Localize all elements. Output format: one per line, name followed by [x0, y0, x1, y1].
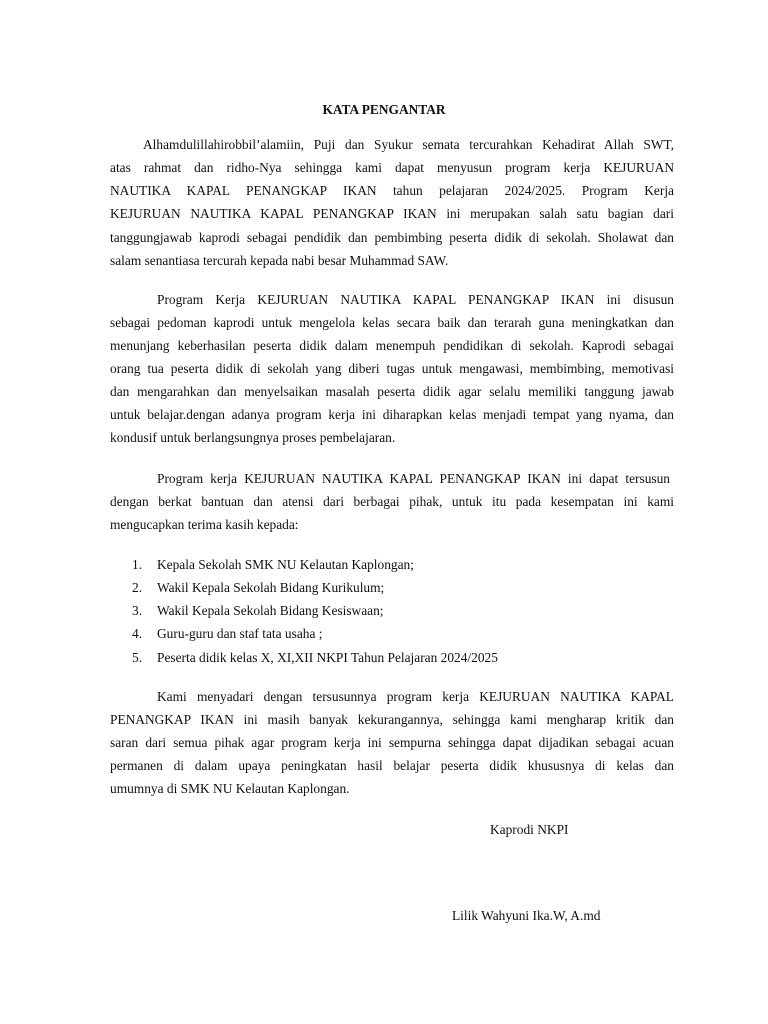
paragraph-line: sebagai pedoman kaprodi untuk mengelola kelas secara baik dan terarah guna meningkatkan dan [110, 315, 674, 330]
list-item: Kepala Sekolah SMK NU Kelautan Kaplongan; [157, 557, 414, 572]
paragraph-line: mengucapkan terima kasih kepada: [110, 517, 299, 532]
list-item-number: 2. [132, 580, 143, 595]
paragraph-line: KEJURUAN NAUTIKA KAPAL PENANGKAP IKAN ini merupakan salah satu bagian dari [110, 206, 674, 221]
list-item-number: 5. [132, 650, 143, 665]
list-item-number: 3. [132, 603, 143, 618]
list-item-number: 1. [132, 557, 143, 572]
paragraph-line: NAUTIKA KAPAL PENANGKAP IKAN tahun pelajaran 2024/2025. Program Kerja [110, 183, 674, 198]
paragraph-line: Program kerja KEJURUAN NAUTIKA KAPAL PENANGKAP IKAN ini dapat tersusun [157, 471, 670, 486]
paragraph-line: saran dari semua pihak agar program kerja ini sempurna sehingga dapat dijadikan sebagai acuan [110, 735, 674, 750]
paragraph-line: umumnya di SMK NU Kelautan Kaplongan. [110, 781, 350, 796]
paragraph-line: dengan berkat bantuan dan atensi dari berbagai pihak, untuk itu pada kesempatan ini kami [110, 494, 674, 509]
paragraph-line: dan mengarahkan dan menyelsaikan masalah peserta didik agar selalu memiliki tanggung jawab [110, 384, 674, 399]
paragraph-line: PENANGKAP IKAN ini masih banyak kekurangannya, sehingga kami mengharap kritik dan [110, 712, 674, 727]
paragraph-line: untuk belajar.dengan adanya program kerja ini diharapkan kelas menjadi tempat yang nyama, dan [110, 407, 674, 422]
signature-role: Kaprodi NKPI [490, 822, 569, 837]
paragraph-line: tanggungjawab kaprodi sebagai pendidik dan pembimbing peserta didik di sekolah. Sholawat dan [110, 230, 674, 245]
paragraph-line: kondusif untuk berlangsungnya proses pembelajaran. [110, 430, 396, 445]
paragraph-line: permanen di dalam upaya peningkatan hasil belajar peserta didik khususnya di kelas dan [110, 758, 674, 773]
paragraph-line: atas rahmat dan ridho-Nya sehingga kami dapat menyusun program kerja KEJURUAN [110, 160, 674, 175]
paragraph-line: menunjang keberhasilan peserta didik dalam menempuh pendidikan di sekolah. Kaprodi sebagai [110, 338, 674, 353]
paragraph-line: orang tua peserta didik di sekolah yang diberi tugas untuk mengawasi, membimbing, memotivasi [110, 361, 674, 376]
list-item: Wakil Kepala Sekolah Bidang Kesiswaan; [157, 603, 384, 618]
list-item: Guru-guru dan staf tata usaha ; [157, 626, 323, 641]
page-title: KATA PENGANTAR [322, 102, 446, 117]
paragraph-line: Alhamdulillahirobbil’alamiin, Puji dan Syukur semata tercurahkan Kehadirat Allah SWT, [143, 137, 674, 152]
paragraph-line: salam senantiasa tercurah kepada nabi besar Muhammad SAW. [110, 253, 449, 268]
paragraph-line: Program Kerja KEJURUAN NAUTIKA KAPAL PENANGKAP IKAN ini disusun [157, 292, 674, 307]
list-item: Peserta didik kelas X, XI,XII NKPI Tahun Pelajaran 2024/2025 [157, 650, 498, 665]
signature-name: Lilik Wahyuni Ika.W, A.md [452, 908, 601, 923]
list-item: Wakil Kepala Sekolah Bidang Kurikulum; [157, 580, 385, 595]
paragraph-line: Kami menyadari dengan tersusunnya program kerja KEJURUAN NAUTIKA KAPAL [157, 689, 674, 704]
list-item-number: 4. [132, 626, 143, 641]
